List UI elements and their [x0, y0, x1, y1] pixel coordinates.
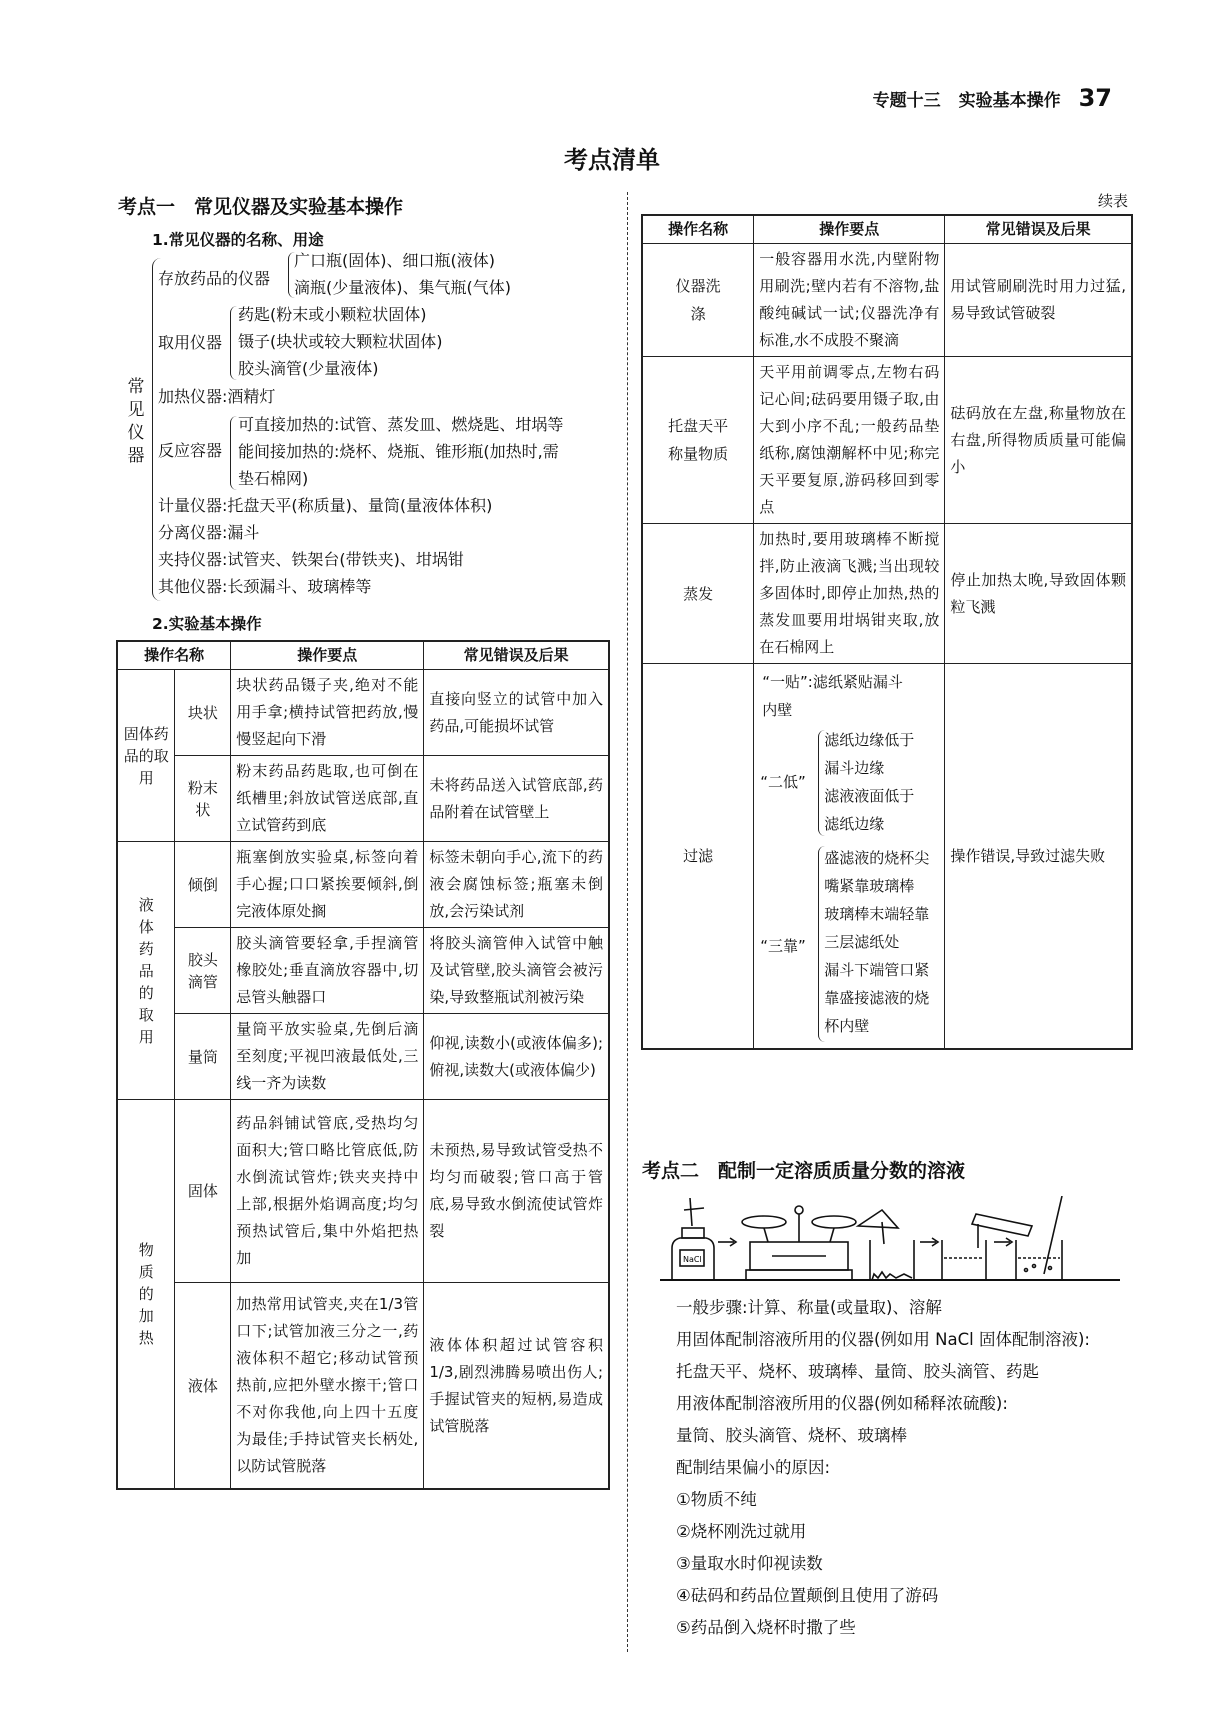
tree-react-label: 反应容器 — [158, 441, 223, 460]
list-item: 嘴紧靠玻璃棒 — [824, 877, 915, 895]
subsection-1-title: 1.常见仪器的名称、用途 — [152, 231, 324, 249]
column-header: 常见错误及后果 — [424, 641, 609, 670]
operation-errors: 直接向竖立的试管中加入药品,可能损坏试管 — [424, 670, 609, 756]
body-line: ④砝码和药品位置颠倒且使用了游码 — [676, 1586, 939, 1605]
section-2-body — [676, 1292, 1156, 1644]
solution-prep-illustration — [660, 1196, 1120, 1288]
nacl-label: NaCl — [683, 1255, 702, 1264]
group-name: 物质的加热 — [117, 1100, 175, 1490]
tree-root-label: 常 见 仪 器 — [127, 377, 145, 466]
tree-take-label: 取用仪器 — [158, 333, 223, 352]
column-header: 操作要点 — [754, 215, 945, 244]
column-header: 操作名称 — [117, 641, 231, 670]
operation-name: 过滤 — [642, 664, 754, 1050]
tree-react-item: 可直接加热的:试管、蒸发皿、燃烧匙、坩埚等 — [238, 415, 564, 434]
tree-separate: 分离仪器:漏斗 — [158, 523, 260, 542]
body-line: ⑤药品倒入烧杯时撒了些 — [676, 1618, 856, 1637]
operation-name: 托盘天平称量物质 — [642, 357, 754, 524]
table-row — [642, 244, 1132, 357]
operation-errors: 仰视,读数小(或液体偏多);俯视,读数大(或液体偏少) — [424, 1014, 609, 1100]
continued-operations-table — [641, 214, 1133, 1050]
filter-three-lean-list — [824, 844, 929, 1040]
group-name: 液体药品的取用 — [117, 842, 175, 1100]
filter-one-stick: “一贴”:滤纸紧贴漏斗 — [762, 673, 903, 691]
tree-storage-item: 滴瓶(少量液体)、集气瓶(气体) — [294, 278, 511, 297]
list-item: 漏斗边缘 — [824, 759, 885, 777]
continued-label: 续表 — [1098, 192, 1129, 210]
tree-storage-label: 存放药品的仪器 — [158, 269, 271, 288]
body-line: 托盘天平、烧杯、玻璃棒、量筒、胶头滴管、药匙 — [676, 1362, 1039, 1381]
table-row — [117, 756, 609, 842]
body-line: 配制结果偏小的原因: — [676, 1458, 831, 1477]
tree-react-brace — [230, 416, 237, 490]
filter-points — [754, 664, 945, 1050]
table-row — [117, 1100, 609, 1283]
basic-operations-table — [116, 640, 610, 1490]
list-item: 滤纸边缘低于 — [824, 731, 915, 749]
table-row — [117, 842, 609, 928]
table-header-row — [642, 215, 1132, 244]
operation-errors: 标签未朝向手心,流下的药液会腐蚀标签;瓶塞未倒放,会污染试剂 — [424, 842, 609, 928]
tree-heat: 加热仪器:酒精灯 — [158, 387, 276, 406]
table-row — [117, 1014, 609, 1100]
body-line: 用液体配制溶液所用的仪器(例如稀释浓硫酸): — [676, 1394, 1008, 1413]
table-row — [117, 670, 609, 756]
body-line: 用固体配制溶液所用的仪器(例如用 NaCl 固体配制溶液): — [676, 1330, 1090, 1349]
operation-points: 瓶塞倒放实验桌,标签向着手心握;口口紧挨要倾斜,倒完液体原处搁 — [231, 842, 424, 928]
operation-name: 倾倒 — [175, 842, 231, 928]
body-line: 一般步骤:计算、称量(或量取)、溶解 — [676, 1298, 942, 1317]
list-item: 滤液液面低于 — [824, 787, 915, 805]
filter-one-stick-cont: 内壁 — [762, 701, 793, 719]
operation-name: 固体 — [175, 1100, 231, 1283]
filter-three-lean-label: “三靠” — [760, 937, 806, 955]
tree-take-item: 胶头滴管(少量液体) — [238, 359, 379, 378]
tree-take-item: 镊子(块状或较大颗粒状固体) — [238, 332, 443, 351]
filter-two-low-label: “二低” — [760, 773, 806, 791]
operation-points: 药品斜铺试管底,受热均匀面积大;管口略比管底低,防水倒流试管炸;铁夹夹持中上部,根据外焰调高度;均匀预热试管后,集中外焰把热加 — [231, 1100, 424, 1283]
operation-errors: 用试管刷刷洗时用力过猛,易导致试管破裂 — [945, 244, 1132, 357]
table-row — [117, 928, 609, 1014]
operation-points: 加热时,要用玻璃棒不断搅拌,防止液滴飞溅;当出现较多固体时,即停止加热,热的蒸发皿要用坩埚钳夹取,放在石棉网上 — [754, 524, 945, 664]
list-item: 三层滤纸处 — [824, 933, 900, 951]
operation-errors: 将胶头滴管伸入试管中触及试管壁,胶头滴管会被污染,导致整瓶试剂被污染 — [424, 928, 609, 1014]
tree-take-brace — [230, 306, 237, 380]
operation-name: 蒸发 — [642, 524, 754, 664]
list-item: 盛滤液的烧杯尖 — [824, 849, 930, 867]
operation-name: 量筒 — [175, 1014, 231, 1100]
page-number: 37 — [1078, 84, 1112, 112]
operation-name: 仪器洗涤 — [642, 244, 754, 357]
column-header: 操作要点 — [231, 641, 424, 670]
operation-name: 块状 — [175, 670, 231, 756]
tree-other: 其他仪器:长颈漏斗、玻璃棒等 — [158, 577, 372, 596]
operation-errors: 砝码放在左盘,称量物放在右盘,所得物质质量可能偏小 — [945, 357, 1132, 524]
column-divider — [627, 192, 628, 1652]
body-line: ②烧杯刚洗过就用 — [676, 1522, 807, 1541]
operation-points: 天平用前调零点,左物右码记心间;砝码要用镊子取,由大到小序不乱;一般药品垫纸称,腐蚀潮解杯中见;称完天平要复原,游码移回到零点 — [754, 357, 945, 524]
operation-points: 胶头滴管要轻拿,手捏滴管橡胶处;垂直滴放容器中,切忌管头触器口 — [231, 928, 424, 1014]
section-2-title: 考点二 配制一定溶质质量分数的溶液 — [642, 1160, 966, 1182]
table-row — [117, 1283, 609, 1490]
body-line: ①物质不纯 — [676, 1490, 757, 1509]
tree-measure: 计量仪器:托盘天平(称质量)、量筒(量液体体积) — [158, 496, 493, 515]
operation-points: 量筒平放实验桌,先倒后滴至刻度;平视凹液最低处,三线一齐为读数 — [231, 1014, 424, 1100]
operation-name: 胶头滴管 — [175, 928, 231, 1014]
operation-errors: 未将药品送入试管底部,药品附着在试管壁上 — [424, 756, 609, 842]
tree-take-item: 药匙(粉末或小颗粒状固体) — [238, 305, 427, 324]
tree-react-item: 能间接加热的:烧杯、烧瓶、锥形瓶(加热时,需 — [238, 442, 559, 461]
operation-errors: 未预热,易导致试管受热不均匀而破裂;管口高于管底,易导致水倒流使试管炸裂 — [424, 1100, 609, 1283]
page-title: 考点清单 — [564, 146, 660, 174]
list-item: 漏斗下端管口紧 — [824, 961, 930, 979]
list-item: 滤纸边缘 — [824, 815, 885, 833]
header-topic: 专题十三 — [872, 91, 941, 111]
table-header-row — [117, 641, 609, 670]
column-header: 常见错误及后果 — [945, 215, 1132, 244]
tree-storage-item: 广口瓶(固体)、细口瓶(液体) — [294, 251, 495, 270]
tree-react-item: 垫石棉网) — [238, 469, 309, 488]
body-line: 量筒、胶头滴管、烧杯、玻璃棒 — [676, 1426, 907, 1445]
operation-points: 块状药品镊子夹,绝对不能用手拿;横持试管把药放,慢慢竖起向下滑 — [231, 670, 424, 756]
body-line: ③量取水时仰视读数 — [676, 1554, 823, 1573]
header-chapter: 实验基本操作 — [958, 91, 1061, 111]
column-header: 操作名称 — [642, 215, 754, 244]
instrument-tree — [118, 248, 618, 608]
operation-name: 粉末状 — [175, 756, 231, 842]
group-name: 固体药品的取用 — [117, 670, 175, 842]
list-item: 玻璃棒末端轻靠 — [824, 905, 930, 923]
operation-errors: 液体体积超过试管容积1/3,剧烈沸腾易喷出伤人;手握试管夹的短柄,易造成试管脱落 — [424, 1283, 609, 1490]
operation-errors: 操作错误,导致过滤失败 — [945, 664, 1132, 1050]
operation-errors: 停止加热太晚,导致固体颗粒飞溅 — [945, 524, 1132, 664]
page-header — [873, 84, 1112, 112]
operation-points: 粉末药品药匙取,也可倒在纸槽里;斜放试管送底部,直立试管药到底 — [231, 756, 424, 842]
table-row — [642, 524, 1132, 664]
tree-clamp: 夹持仪器:试管夹、铁架台(带铁夹)、坩埚钳 — [158, 550, 464, 569]
operation-points: 加热常用试管夹,夹在1/3管口下;试管加液三分之一,药液体积不超它;移动试管预热前,应把外壁水擦干;管口不对你我他,向上四十五度为最佳;手持试管夹长柄处,以防试管脱落 — [231, 1283, 424, 1490]
list-item: 杯内壁 — [824, 1017, 870, 1035]
list-item: 靠盛接滤液的烧 — [824, 989, 930, 1007]
table-row — [642, 357, 1132, 524]
table-row — [642, 664, 1132, 1050]
subsection-2-title: 2.实验基本操作 — [152, 615, 262, 633]
operation-name: 液体 — [175, 1283, 231, 1490]
operation-points: 一般容器用水洗,内壁附物用刷洗;壁内若有不溶物,盐酸纯碱试一试;仪器洗净有标准,水不成股不聚滴 — [754, 244, 945, 357]
section-1-title: 考点一 常见仪器及实验基本操作 — [118, 196, 404, 218]
filter-two-low-list — [824, 726, 914, 838]
